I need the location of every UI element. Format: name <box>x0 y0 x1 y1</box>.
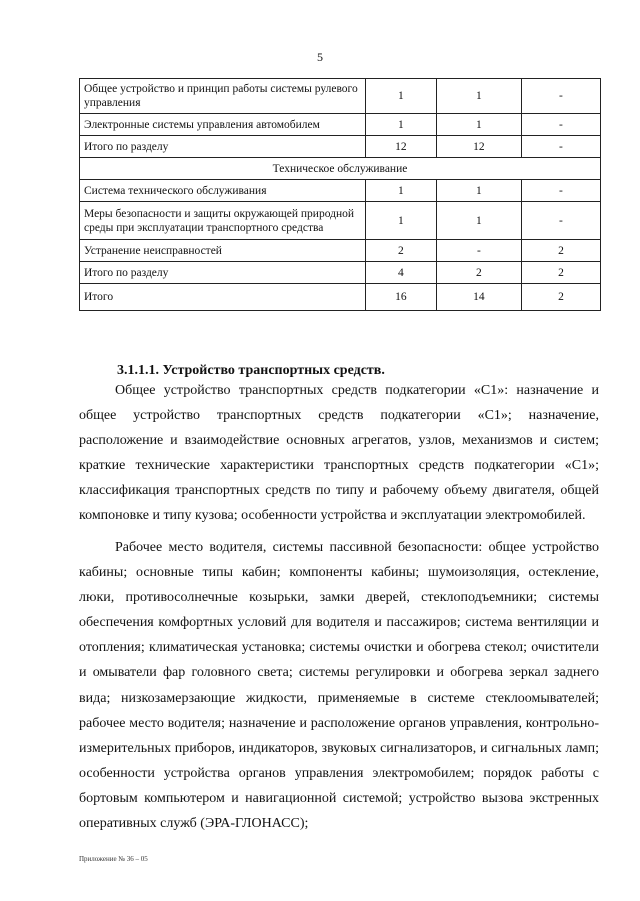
hours-practice-cell: - <box>521 136 600 158</box>
table-section-row <box>80 158 601 180</box>
hours-table-body <box>80 79 601 311</box>
footer-note: Приложение № 36 – 05 <box>79 855 148 863</box>
table-row <box>80 114 601 136</box>
topic-cell: Электронные системы управления автомобилем <box>80 114 366 136</box>
topic-cell: Устранение неисправностей <box>80 240 366 262</box>
topic-cell: Меры безопасности и защиты окружающей природной среды при эксплуатации транспортного средства <box>80 202 366 240</box>
hours-total-cell: 12 <box>365 136 436 158</box>
table-row <box>80 136 601 158</box>
hours-practice-cell: 2 <box>521 240 600 262</box>
hours-theory-cell: 1 <box>436 114 521 136</box>
hours-practice-cell: - <box>521 180 600 202</box>
table-row <box>80 180 601 202</box>
hours-practice-cell: - <box>521 202 600 240</box>
topic-cell: Общее устройство и принцип работы системы рулевого управления <box>80 79 366 114</box>
topic-cell: Итого по разделу <box>80 262 366 284</box>
page-number: 5 <box>317 50 323 64</box>
hours-theory-cell: 1 <box>436 180 521 202</box>
hours-total-cell: 1 <box>365 79 436 114</box>
hours-theory-cell: - <box>436 240 521 262</box>
hours-theory-cell: 1 <box>436 79 521 114</box>
hours-theory-cell: 1 <box>436 202 521 240</box>
hours-table <box>79 78 601 311</box>
hours-practice-cell: 2 <box>521 284 600 311</box>
hours-theory-cell: 2 <box>436 262 521 284</box>
topic-cell: Система технического обслуживания <box>80 180 366 202</box>
table-row <box>80 262 601 284</box>
hours-total-cell: 16 <box>365 284 436 311</box>
hours-practice-cell: 2 <box>521 262 600 284</box>
hours-total-cell: 1 <box>365 202 436 240</box>
hours-theory-cell: 14 <box>436 284 521 311</box>
table-row <box>80 202 601 240</box>
table-row <box>80 284 601 311</box>
hours-total-cell: 1 <box>365 114 436 136</box>
hours-total-cell: 4 <box>365 262 436 284</box>
topic-cell: Итого <box>80 284 366 311</box>
hours-practice-cell: - <box>521 79 600 114</box>
section-heading: 3.1.1.1. Устройство транспортных средств. <box>117 363 385 378</box>
topic-cell: Итого по разделу <box>80 136 366 158</box>
hours-total-cell: 2 <box>365 240 436 262</box>
table-row <box>80 79 601 114</box>
hours-theory-cell: 12 <box>436 136 521 158</box>
paragraph-general-structure: Общее устройство транспортных средств подкатегории «С1»: назначение и общее устройство транспортных средств подкатегории «С1»; назначение, расположение и взаимодействие основных агрегатов, узлов, механизмов и систем; краткие технические характеристики транспортных средств подкатегории «С1»; классификация транспортных средств по типу и рабочему объему двигателя, общей компоновке и типу кузова; особенности устройства и эксплуатации электромобилей. <box>79 383 599 524</box>
hours-practice-cell: - <box>521 114 600 136</box>
hours-total-cell: 1 <box>365 180 436 202</box>
table-row <box>80 240 601 262</box>
paragraph-driver-workplace: Рабочее место водителя, системы пассивной безопасности: общее устройство кабины; основные типы кабин; компоненты кабины; шумоизоляция, остекление, люки, противосолнечные козырьки, замки дверей, стеклоподъемники; системы обеспечения комфортных условий для водителя и пассажиров; система вентиляции и отопления; климатическая установка; системы очистки и обогрева стекол; очистители и омыватели фар головного света; системы регулировки и обогрева зеркал заднего вида; низкозамерзающие жидкости, применяемые в системе стеклоомывателей; рабочее место водителя; назначение и расположение органов управления, контрольно-измерительных приборов, индикаторов, звуковых сигнализаторов, и сигнальных ламп; особенности устройства органов управления электромобилем; порядок работы с бортовым компьютером и навигационной системой; устройство вызова экстренных оперативных служб (ЭРА-ГЛОНАСС); <box>79 540 599 832</box>
section-title-cell: Техническое обслуживание <box>80 158 601 180</box>
